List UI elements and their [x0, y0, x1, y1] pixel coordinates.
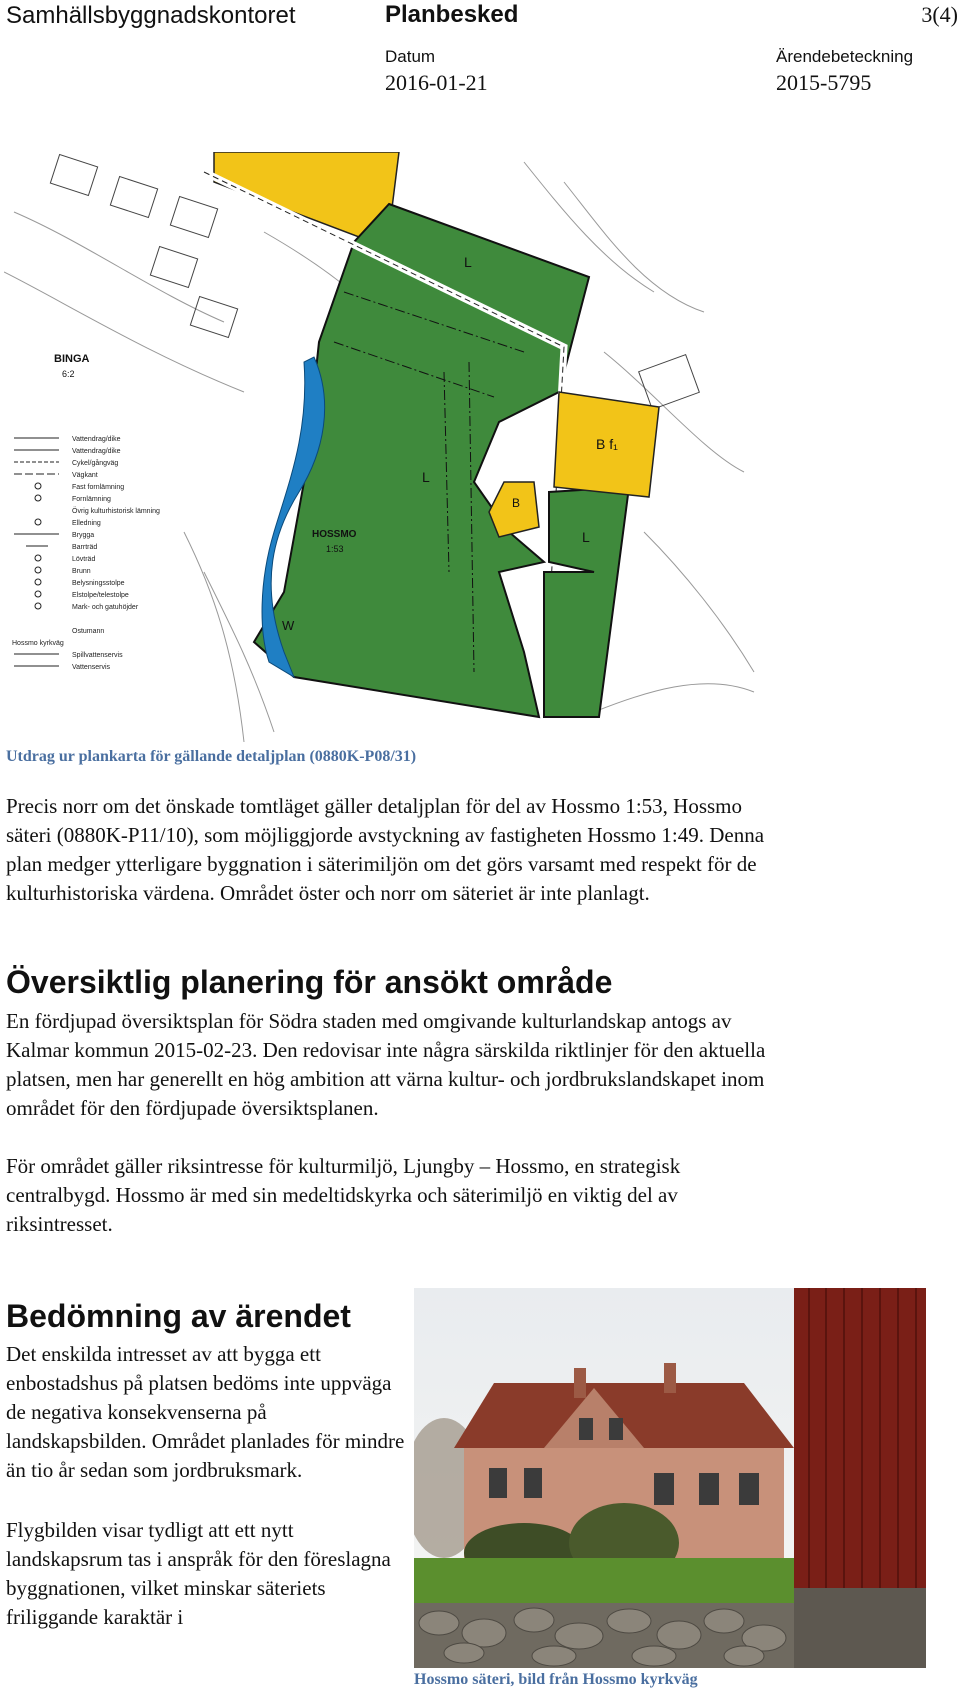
section-heading: Bedömning av ärendet	[6, 1298, 351, 1334]
zone-label-l-center: L	[422, 469, 430, 485]
date-label: Datum	[385, 47, 436, 66]
legend-item: Cykel/gångväg	[72, 460, 119, 467]
body-paragraph: För området gäller riksintresse för kulturmiljö, Ljungby – Hossmo, en strategisk centralbygd. Hossmo är med sin medeltidskyrka och säterimiljö en viktig del av riksintresset.	[6, 1154, 681, 1236]
place-label-binga: BINGA	[54, 353, 90, 365]
plan-map	[4, 152, 766, 747]
body-paragraph: En fördjupad översiktsplan för Södra staden med omgivande kulturlandskap antogs av Kalmar kommun 2015-02-23. Den redovisar inte några särskilda riktlinjer för den aktuella platsen, men har generellt en hög ambition att värna kultur- och jordbrukslandskapet inom området för den fördjupade översiktsplanen.	[6, 1009, 766, 1120]
legend-item: Övrig kulturhistorisk lämning	[72, 508, 160, 515]
legend-item: Lövträd	[72, 556, 96, 563]
document-type: Planbesked	[385, 1, 519, 28]
place-number-hossmo: 1:53	[326, 544, 344, 554]
zone-label-l-east: L	[582, 529, 590, 545]
legend-extra: Hossmo kyrkväg	[12, 640, 64, 647]
legend-item: Brunn	[72, 568, 91, 575]
case-number-value: 2015-5795	[776, 70, 872, 95]
legend-item: Spillvattenservis	[72, 652, 123, 659]
legend-item: Vägkant	[72, 472, 98, 479]
legend-item: Mark- och gatuhöjder	[72, 604, 139, 611]
legend-item: Barrträd	[72, 544, 98, 551]
zone-label-w: W	[282, 618, 295, 633]
legend-item: Brygga	[72, 532, 95, 539]
zone-label-l-north: L	[464, 254, 472, 270]
legend-item: Vattenservis	[72, 664, 110, 671]
section-heading: Översiktlig planering för ansökt område	[6, 964, 613, 1000]
legend-item: Fast fornlämning	[72, 484, 125, 491]
date-value: 2016-01-21	[385, 70, 488, 95]
legend-item: Elstolpe/telestolpe	[72, 592, 129, 599]
department-name: Samhällsbyggnadskontoret	[6, 2, 296, 29]
place-label-hossmo: HOSSMO	[312, 529, 357, 540]
legend-item: Vattendrag/dike	[72, 448, 121, 455]
legend-item: Fornlämning	[72, 496, 111, 503]
place-number-binga: 6:2	[62, 369, 75, 379]
map-caption: Utdrag ur plankarta för gällande detaljplan (0880K-P08/31)	[6, 748, 417, 765]
zone-label-b: B	[512, 496, 521, 510]
legend-item: Ostumann	[72, 628, 105, 635]
body-paragraph: Det enskilda intresset av att bygga ett enbostadshus på platsen bedöms inte uppväga de negativa konsekvenserna på landskapsbilden. Området planlades för mindre än tio år sedan som jordbruksmark.	[6, 1342, 405, 1482]
page-number: 3(4)	[921, 2, 958, 27]
legend-item: Vattendrag/dike	[72, 436, 121, 443]
photo-caption: Hossmo säteri, bild från Hossmo kyrkväg	[414, 1671, 698, 1688]
zone-label-bf: B f₁	[596, 436, 618, 452]
body-paragraph: Flygbilden visar tydligt att ett nytt landskapsrum tas i anspråk för den föreslagna byggnationen, vilket minskar säteriets friliggande karaktär i	[6, 1518, 391, 1629]
case-number-label: Ärendebeteckning	[776, 47, 914, 66]
legend-item: Belysningsstolpe	[72, 580, 125, 587]
manor-house-photo	[414, 1288, 926, 1668]
body-paragraph: Precis norr om det önskade tomtläget gäller detaljplan för del av Hossmo 1:53, Hossmo säteri (0880K-P11/10), som möjliggjorde avstyckning av fastigheten Hossmo 1:49. Denna plan medger ytterligare byggnation i säterimiljön om det görs varsamt med respekt för de kulturhistoriska värdena. Området öster och norr om säteriet är inte planlagt.	[6, 794, 765, 905]
legend-item: Elledning	[72, 520, 101, 527]
